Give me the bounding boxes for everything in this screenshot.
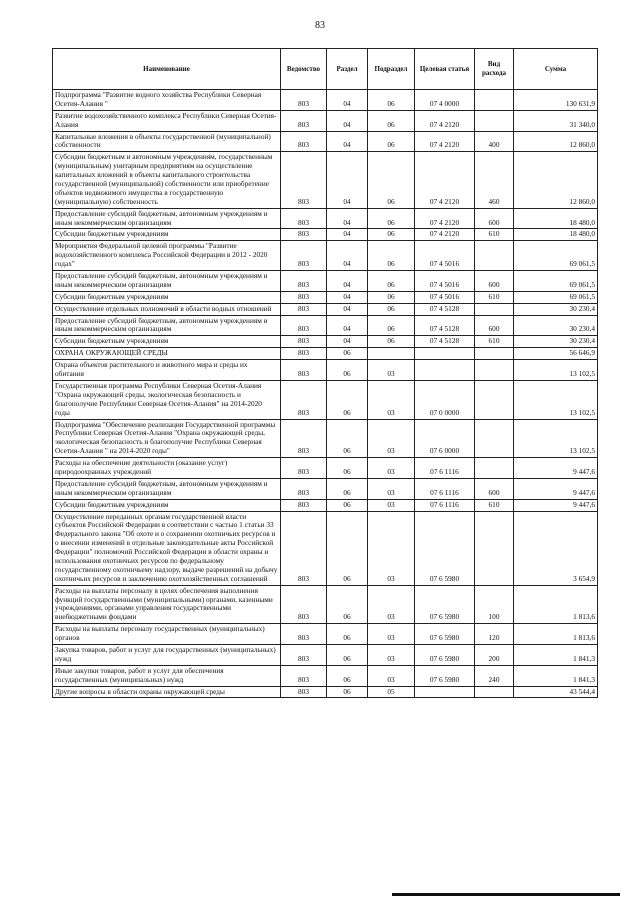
row-name-cell: Расходы на выплаты персоналу в целях обеспечения выполнения функций государственными (муниципальными) органами, казенными учреждениями, органами управления государственными внебюджетными фондами [53, 585, 281, 624]
table-row [53, 131, 598, 152]
row-vid-cell [475, 110, 514, 131]
table-row [53, 271, 598, 292]
row-razdel-cell: 06 [327, 499, 368, 511]
row-vedomstvo-cell: 803 [281, 380, 327, 419]
row-vedomstvo-cell: 803 [281, 315, 327, 336]
row-celevaya-cell: 07 4 5016 [415, 241, 475, 271]
row-vedomstvo-cell: 803 [281, 478, 327, 499]
row-celevaya-cell: 07 4 5128 [415, 336, 475, 348]
row-razdel-cell: 06 [327, 665, 368, 686]
row-vedomstvo-cell: 803 [281, 229, 327, 241]
row-podrazdel-cell: 06 [368, 271, 415, 292]
row-vid-cell [475, 348, 514, 360]
row-podrazdel-cell: 06 [368, 152, 415, 208]
row-podrazdel-cell: 06 [368, 208, 415, 229]
row-podrazdel-cell: 03 [368, 585, 415, 624]
row-vedomstvo-cell: 803 [281, 511, 327, 585]
row-podrazdel-cell: 03 [368, 499, 415, 511]
row-celevaya-cell: 07 0 0000 [415, 380, 475, 419]
row-razdel-cell: 04 [327, 229, 368, 241]
table-row [53, 458, 598, 479]
row-podrazdel-cell: 05 [368, 686, 415, 698]
row-name-cell: Субсидии бюджетным учреждениям [53, 229, 281, 241]
row-summa-cell: 69 061,5 [514, 241, 598, 271]
row-razdel-cell: 04 [327, 271, 368, 292]
row-vedomstvo-cell: 803 [281, 585, 327, 624]
row-vedomstvo-cell: 803 [281, 458, 327, 479]
row-summa-cell: 43 544,4 [514, 686, 598, 698]
row-summa-cell: 18 480,0 [514, 208, 598, 229]
row-summa-cell: 30 230,4 [514, 315, 598, 336]
row-podrazdel-cell: 03 [368, 511, 415, 585]
row-celevaya-cell [415, 348, 475, 360]
row-vedomstvo-cell: 803 [281, 644, 327, 665]
row-name-cell: Предоставление субсидий бюджетным, автономным учреждениям и иным некоммерческим организациям [53, 271, 281, 292]
row-celevaya-cell: 07 6 5980 [415, 585, 475, 624]
table-row [53, 241, 598, 271]
row-razdel-cell: 06 [327, 624, 368, 645]
row-vid-cell: 600 [475, 208, 514, 229]
row-vid-cell [475, 90, 514, 111]
row-summa-cell: 31 340,0 [514, 110, 598, 131]
page-number: 83 [315, 20, 325, 31]
row-name-cell: Расходы на выплаты персоналу государственных (муниципальных) органов [53, 624, 281, 645]
row-vid-cell [475, 458, 514, 479]
row-celevaya-cell: 07 4 2120 [415, 110, 475, 131]
header-summa: Сумма [514, 49, 598, 90]
row-vedomstvo-cell: 803 [281, 348, 327, 360]
row-vid-cell: 610 [475, 291, 514, 303]
row-vedomstvo-cell: 803 [281, 131, 327, 152]
row-summa-cell: 130 631,9 [514, 90, 598, 111]
row-vedomstvo-cell: 803 [281, 624, 327, 645]
row-podrazdel-cell [368, 348, 415, 360]
footer-rule [392, 893, 620, 896]
row-summa-cell: 1 841,3 [514, 644, 598, 665]
row-vid-cell: 460 [475, 152, 514, 208]
row-vid-cell [475, 686, 514, 698]
row-razdel-cell: 04 [327, 90, 368, 111]
row-vid-cell [475, 241, 514, 271]
row-podrazdel-cell: 06 [368, 241, 415, 271]
row-summa-cell: 56 646,9 [514, 348, 598, 360]
row-summa-cell: 1 813,6 [514, 585, 598, 624]
row-podrazdel-cell: 03 [368, 360, 415, 381]
table-row [53, 624, 598, 645]
row-vid-cell [475, 511, 514, 585]
table-row [53, 686, 598, 698]
row-vid-cell: 610 [475, 336, 514, 348]
row-summa-cell: 13 102,5 [514, 380, 598, 419]
row-name-cell: Охрана объектов растительного и животного мира и среды их обитания [53, 360, 281, 381]
row-vid-cell: 600 [475, 271, 514, 292]
header-vedomstvo: Ведомство [281, 49, 327, 90]
table-row [53, 303, 598, 315]
table-row [53, 419, 598, 458]
row-name-cell: Другие вопросы в области охраны окружающей среды [53, 686, 281, 698]
table-row [53, 90, 598, 111]
table-row [53, 360, 598, 381]
row-name-cell: Мероприятия Федеральной целевой программы "Развитие водохозяйственного комплекса Российской Федерации в 2012 - 2020 годах" [53, 241, 281, 271]
row-podrazdel-cell: 06 [368, 315, 415, 336]
row-razdel-cell: 06 [327, 348, 368, 360]
row-razdel-cell: 06 [327, 419, 368, 458]
row-podrazdel-cell: 03 [368, 380, 415, 419]
row-vedomstvo-cell: 803 [281, 419, 327, 458]
row-summa-cell: 13 102,5 [514, 360, 598, 381]
table-row [53, 336, 598, 348]
row-celevaya-cell: 07 4 0000 [415, 90, 475, 111]
row-vid-cell [475, 380, 514, 419]
row-podrazdel-cell: 03 [368, 458, 415, 479]
row-podrazdel-cell: 06 [368, 131, 415, 152]
row-vedomstvo-cell: 803 [281, 271, 327, 292]
row-vedomstvo-cell: 803 [281, 110, 327, 131]
row-vedomstvo-cell: 803 [281, 90, 327, 111]
row-vid-cell [475, 303, 514, 315]
row-razdel-cell: 04 [327, 208, 368, 229]
header-name: Наименование [53, 49, 281, 90]
row-celevaya-cell: 07 6 5980 [415, 511, 475, 585]
row-vid-cell: 610 [475, 499, 514, 511]
row-podrazdel-cell: 06 [368, 303, 415, 315]
row-podrazdel-cell: 06 [368, 336, 415, 348]
row-razdel-cell: 04 [327, 131, 368, 152]
row-name-cell: Субсидии бюджетным учреждениям [53, 336, 281, 348]
row-summa-cell: 9 447,6 [514, 499, 598, 511]
table-row [53, 380, 598, 419]
row-celevaya-cell: 07 6 5980 [415, 644, 475, 665]
row-summa-cell: 9 447,6 [514, 478, 598, 499]
row-razdel-cell: 06 [327, 360, 368, 381]
row-podrazdel-cell: 03 [368, 419, 415, 458]
table-row [53, 478, 598, 499]
row-celevaya-cell: 07 6 5980 [415, 665, 475, 686]
row-celevaya-cell: 07 6 0000 [415, 419, 475, 458]
table-header-row [53, 49, 598, 90]
row-vedomstvo-cell: 803 [281, 360, 327, 381]
row-vid-cell: 120 [475, 624, 514, 645]
row-celevaya-cell [415, 686, 475, 698]
row-razdel-cell: 06 [327, 458, 368, 479]
table-row [53, 499, 598, 511]
row-razdel-cell: 04 [327, 315, 368, 336]
header-razdel: Раздел [327, 49, 368, 90]
table-row [53, 665, 598, 686]
row-summa-cell: 1 841,3 [514, 665, 598, 686]
table-row [53, 208, 598, 229]
header-podrazdel: Подраздел [368, 49, 415, 90]
row-razdel-cell: 04 [327, 291, 368, 303]
row-vid-cell: 200 [475, 644, 514, 665]
row-podrazdel-cell: 06 [368, 90, 415, 111]
row-vid-cell: 610 [475, 229, 514, 241]
row-vedomstvo-cell: 803 [281, 208, 327, 229]
row-razdel-cell: 04 [327, 241, 368, 271]
row-celevaya-cell: 07 4 2120 [415, 131, 475, 152]
table-body [53, 90, 598, 698]
row-vedomstvo-cell: 803 [281, 303, 327, 315]
row-name-cell: Иные закупки товаров, работ и услуг для обеспечения государственных (муниципальных) нужд [53, 665, 281, 686]
table-row [53, 110, 598, 131]
row-celevaya-cell: 07 4 5128 [415, 303, 475, 315]
row-summa-cell: 9 447,6 [514, 458, 598, 479]
table-row [53, 315, 598, 336]
header-celevaya: Целевая статья [415, 49, 475, 90]
row-summa-cell: 13 102,5 [514, 419, 598, 458]
row-celevaya-cell: 07 4 2120 [415, 208, 475, 229]
row-name-cell: Субсидии бюджетным и автономным учреждениям, государственным (муниципальным) унитарным предприятиям на осуществление капитальных вложений в объекты капитального строительства государственной (муниципальной) собственности или приобретение объектов недвижимого имущества в государственную (муниципальную) собственность [53, 152, 281, 208]
row-vedomstvo-cell: 803 [281, 152, 327, 208]
row-name-cell: Предоставление субсидий бюджетным, автономным учреждениям и иным некоммерческим организациям [53, 315, 281, 336]
row-name-cell: Осуществление переданных органам государственной власти субъектов Российской Федерации в соответствии с частью 1 статьи 33 Федерального закона "Об охоте и о сохранении охотничьих ресурсов и о внесении изменений в отдельные законодательные акты Российской Федерации" полномочий Российской Федерации в области охраны и использования охотничьих ресурсов по федеральному государственному охотничьему надзору, выдаче разрешений на добычу охотничьих ресурсов и заключению охотхозяйственных соглашений [53, 511, 281, 585]
row-razdel-cell: 06 [327, 478, 368, 499]
row-summa-cell: 12 860,0 [514, 152, 598, 208]
row-vedomstvo-cell: 803 [281, 336, 327, 348]
row-razdel-cell: 04 [327, 336, 368, 348]
row-name-cell: ОХРАНА ОКРУЖАЮЩЕЙ СРЕДЫ [53, 348, 281, 360]
row-podrazdel-cell: 03 [368, 665, 415, 686]
row-vid-cell: 400 [475, 131, 514, 152]
row-razdel-cell: 06 [327, 644, 368, 665]
row-name-cell: Предоставление субсидий бюджетным, автономным учреждениям и иным некоммерческим организациям [53, 208, 281, 229]
row-name-cell: Развитие водохозяйственного комплекса Республики Северная Осетия-Алания [53, 110, 281, 131]
row-summa-cell: 30 230,4 [514, 303, 598, 315]
row-podrazdel-cell: 03 [368, 478, 415, 499]
row-name-cell: Субсидии бюджетным учреждениям [53, 499, 281, 511]
row-vid-cell: 100 [475, 585, 514, 624]
row-celevaya-cell: 07 6 5980 [415, 624, 475, 645]
row-celevaya-cell: 07 4 5016 [415, 271, 475, 292]
row-name-cell: Предоставление субсидий бюджетным, автономным учреждениям и иным некоммерческим организациям [53, 478, 281, 499]
row-podrazdel-cell: 06 [368, 291, 415, 303]
table-row [53, 348, 598, 360]
row-podrazdel-cell: 06 [368, 229, 415, 241]
row-vid-cell: 600 [475, 315, 514, 336]
row-summa-cell: 69 061,5 [514, 271, 598, 292]
row-summa-cell: 69 061,5 [514, 291, 598, 303]
row-vedomstvo-cell: 803 [281, 686, 327, 698]
row-razdel-cell: 04 [327, 152, 368, 208]
row-razdel-cell: 04 [327, 110, 368, 131]
row-razdel-cell: 04 [327, 303, 368, 315]
row-celevaya-cell: 07 6 1116 [415, 478, 475, 499]
table-row [53, 152, 598, 208]
row-celevaya-cell: 07 6 1116 [415, 499, 475, 511]
row-name-cell: Государственная программа Республики Северная Осетия-Алания "Охрана окружающей среды, экологическая безопасность и благополучие Республики Северная Осетия-Алания" на 2014-2020 годы [53, 380, 281, 419]
row-celevaya-cell [415, 360, 475, 381]
row-vid-cell [475, 419, 514, 458]
row-summa-cell: 18 480,0 [514, 229, 598, 241]
row-vid-cell [475, 360, 514, 381]
table-row [53, 585, 598, 624]
row-name-cell: Субсидии бюджетным учреждениям [53, 291, 281, 303]
row-podrazdel-cell: 03 [368, 644, 415, 665]
row-celevaya-cell: 07 6 1116 [415, 458, 475, 479]
row-vid-cell: 240 [475, 665, 514, 686]
row-name-cell: Капитальные вложения в объекты государственной (муниципальной) собственности [53, 131, 281, 152]
row-celevaya-cell: 07 4 5128 [415, 315, 475, 336]
budget-table [52, 48, 598, 698]
row-name-cell: Подпрограмма "Развитие водного хозяйства Республики Северная Осетия-Алания " [53, 90, 281, 111]
row-celevaya-cell: 07 4 2120 [415, 152, 475, 208]
row-summa-cell: 12 860,0 [514, 131, 598, 152]
table-row [53, 229, 598, 241]
row-razdel-cell: 06 [327, 511, 368, 585]
table-row [53, 291, 598, 303]
row-vedomstvo-cell: 803 [281, 665, 327, 686]
row-name-cell: Расходы на обеспечение деятельности (оказание услуг) природоохранных учреждений [53, 458, 281, 479]
header-vid: Вид расхода [475, 49, 514, 90]
row-summa-cell: 30 230,4 [514, 336, 598, 348]
row-name-cell: Закупка товаров, работ и услуг для государственных (муниципальных) нужд [53, 644, 281, 665]
row-summa-cell: 1 813,6 [514, 624, 598, 645]
row-celevaya-cell: 07 4 5016 [415, 291, 475, 303]
row-podrazdel-cell: 06 [368, 110, 415, 131]
row-name-cell: Подпрограмма "Обеспечение реализации Государственной программы Республики Северная Осетия-Алания "Охрана окружающей среды, экологическая безопасность и благополучие Республики Северная Осетия-Алания " на 2014-2020 годы" [53, 419, 281, 458]
row-vedomstvo-cell: 803 [281, 241, 327, 271]
row-name-cell: Осуществление отдельных полномочий в области водных отношений [53, 303, 281, 315]
row-summa-cell: 3 654,9 [514, 511, 598, 585]
row-vedomstvo-cell: 803 [281, 291, 327, 303]
row-celevaya-cell: 07 4 2120 [415, 229, 475, 241]
row-razdel-cell: 06 [327, 686, 368, 698]
row-vedomstvo-cell: 803 [281, 499, 327, 511]
row-razdel-cell: 06 [327, 380, 368, 419]
table-row [53, 644, 598, 665]
row-podrazdel-cell: 03 [368, 624, 415, 645]
table-row [53, 511, 598, 585]
row-vid-cell: 600 [475, 478, 514, 499]
row-razdel-cell: 06 [327, 585, 368, 624]
